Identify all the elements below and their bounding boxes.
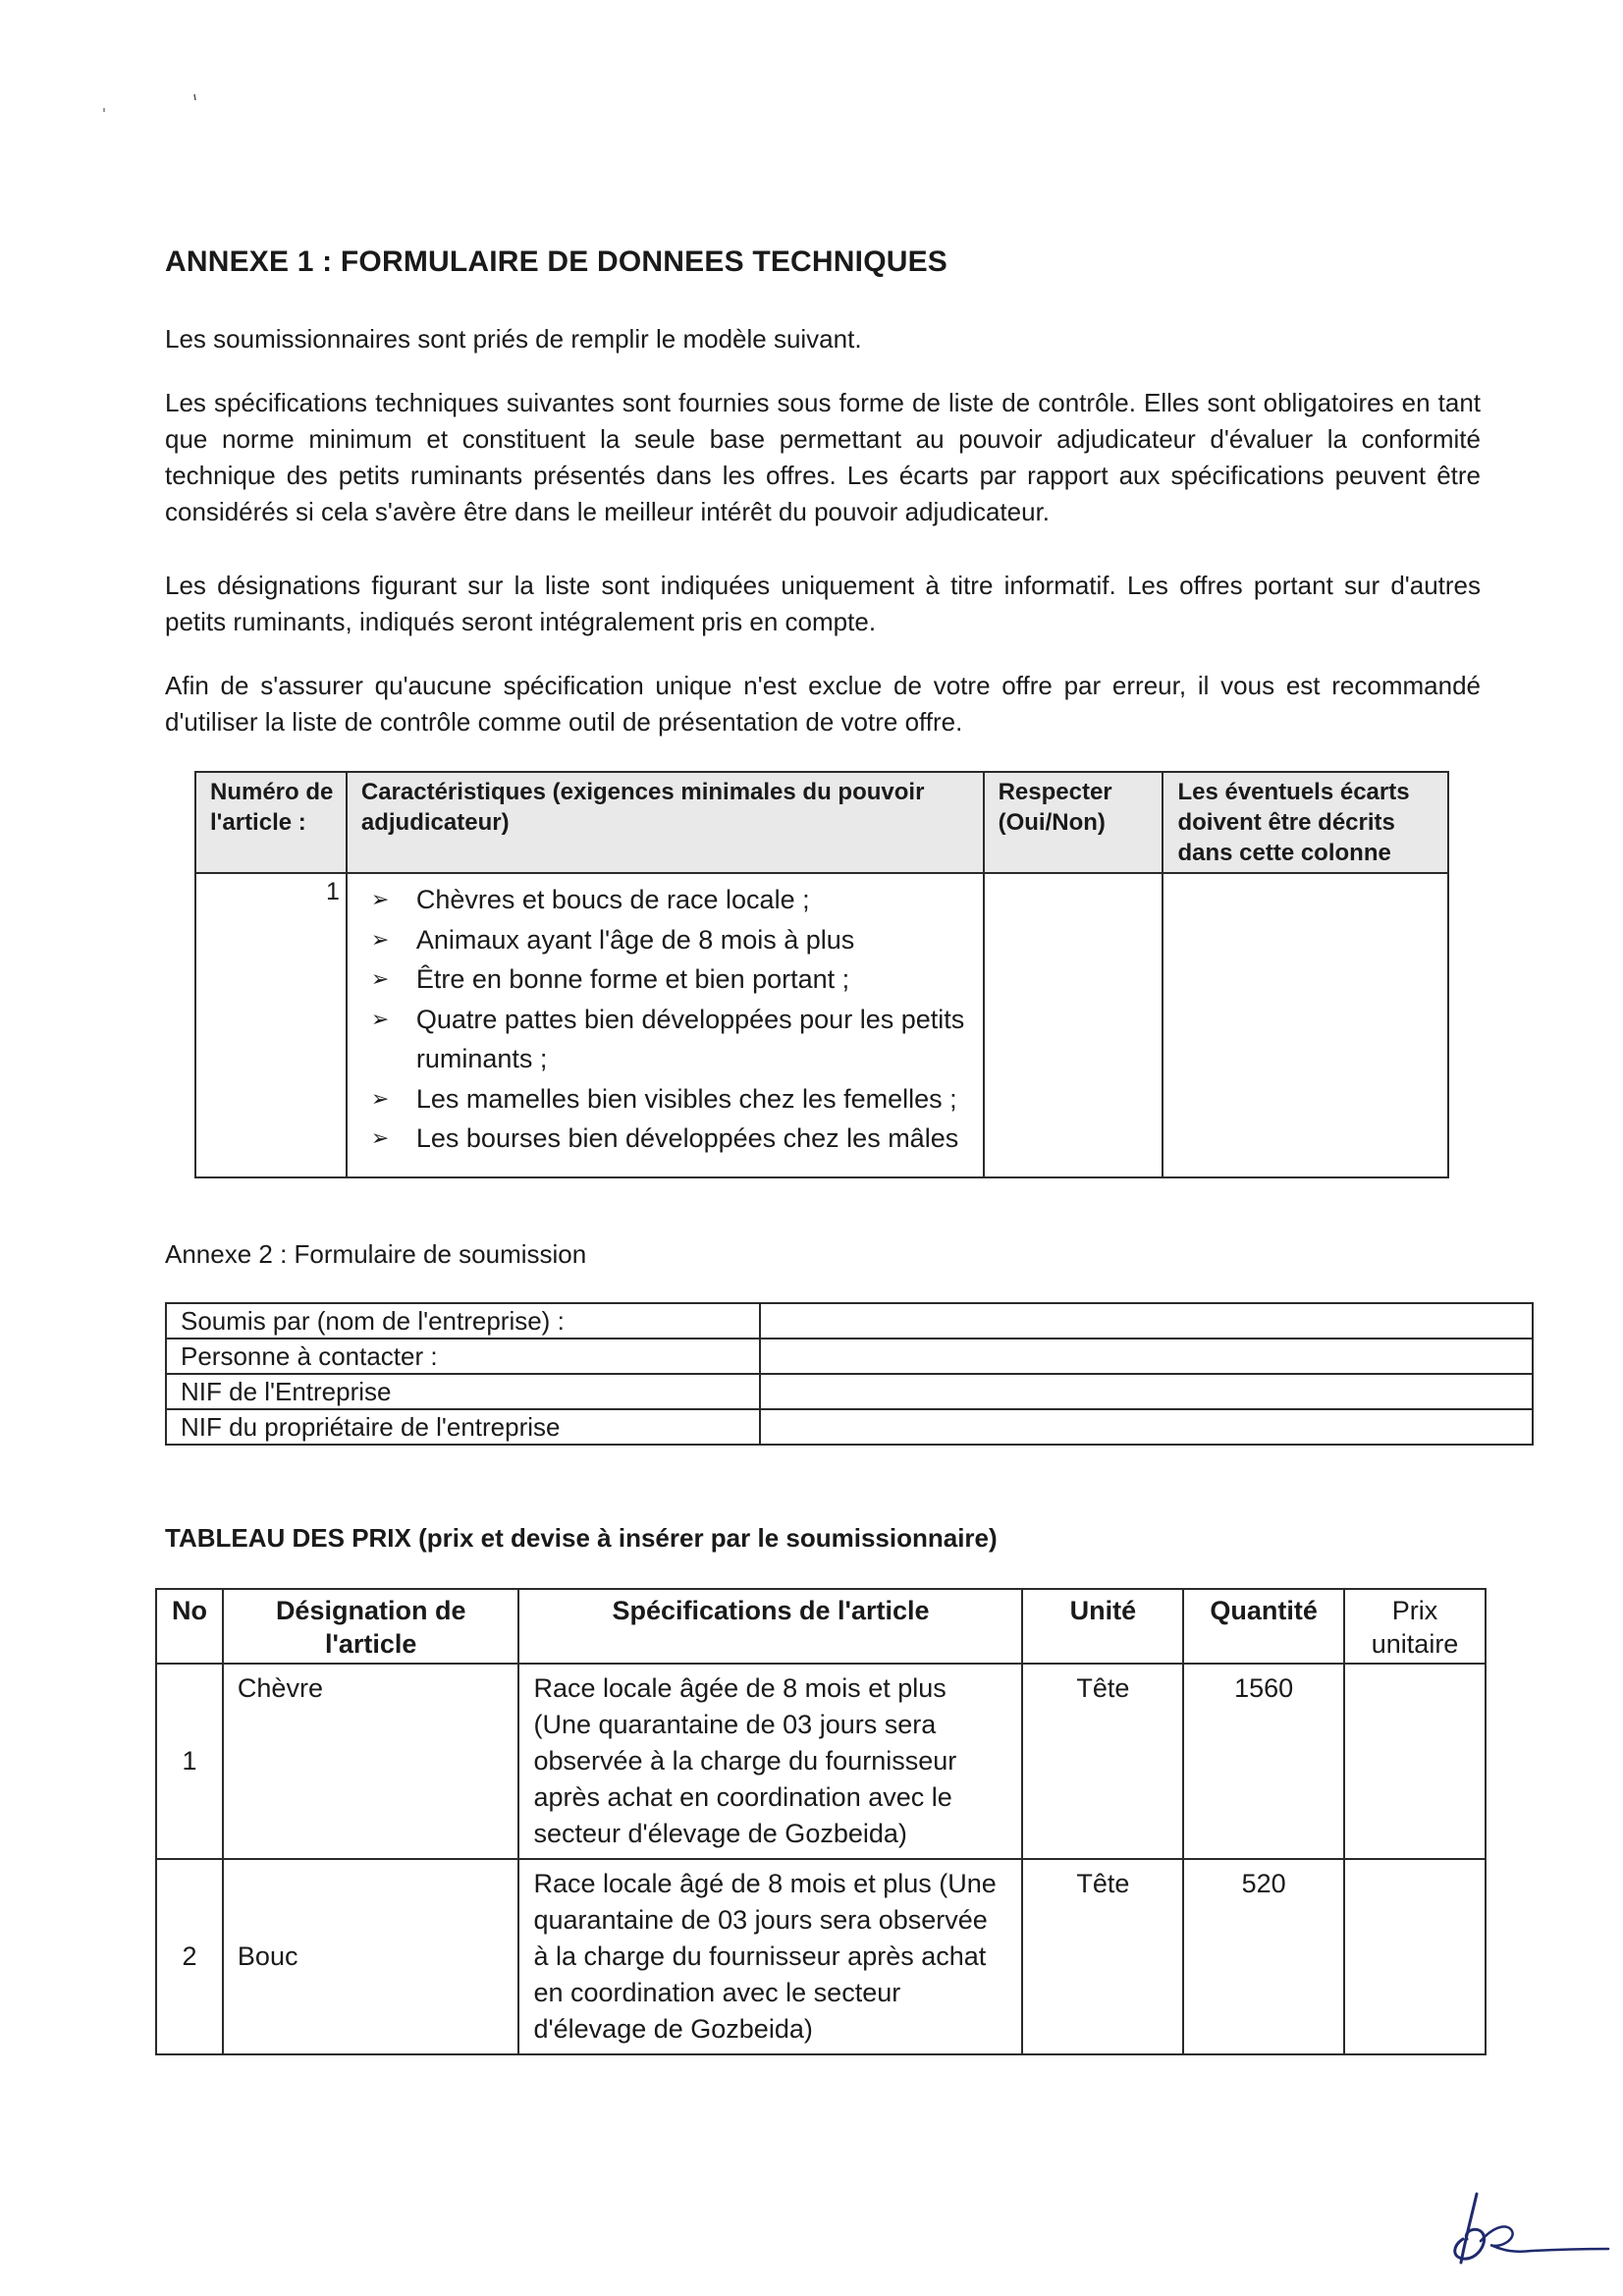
price-table-title: TABLEAU DES PRIX (prix et devise à insérer par le soumissionnaire) (165, 1523, 998, 1553)
list-item: ➢ Les mamelles bien visibles chez les femelles ; (416, 1079, 983, 1120)
form-row (166, 1409, 1533, 1445)
characteristics-list (348, 874, 983, 1176)
designations-paragraph: Les désignations figurant sur la liste sont indiquées uniquement à titre informatif. Les offres portant sur d'autres petits ruminants, indiqués seront intégralement pris en compte. (165, 571, 1481, 636)
annexe1-title: ANNEXE 1 : FORMULAIRE DE DONNEES TECHNIQUES (165, 246, 948, 278)
ecarts-cell[interactable] (1163, 873, 1448, 1177)
arrowhead-bullet-icon: ➢ (370, 926, 390, 952)
respecter-cell[interactable] (984, 873, 1163, 1177)
header-numero: Numéro de l'article : (195, 772, 347, 873)
row-quantite: 520 (1183, 1859, 1344, 2054)
row-unite: Tête (1022, 1859, 1183, 2054)
header-specifications: Spécifications de l'article (518, 1589, 1022, 1664)
intro-paragraph: Les soumissionnaires sont priés de remplir le modèle suivant. (165, 324, 862, 354)
form-value-nif-proprietaire[interactable] (760, 1409, 1533, 1445)
arrowhead-bullet-icon: ➢ (370, 1085, 390, 1111)
form-label-nif-entreprise: NIF de l'Entreprise (166, 1374, 760, 1409)
header-quantite: Quantité (1183, 1589, 1344, 1664)
form-row (166, 1303, 1533, 1339)
header-respecter: Respecter (Oui/Non) (984, 772, 1163, 873)
annexe2-title: Annexe 2 : Formulaire de soumission (165, 1239, 587, 1269)
row-specifications: Race locale âgé de 8 mois et plus (Une quarantaine de 03 jours sera observée à la charge du fournisseur après achat en coordination avec le secteur d'élevage de Gozbeida) (518, 1859, 1022, 2054)
list-item: ➢ Les bourses bien développées chez les mâles (416, 1119, 983, 1159)
list-item: ➢ Quatre pattes bien développées pour les petits ruminants ; (416, 1000, 983, 1079)
header-no: No (156, 1589, 223, 1664)
form-row (166, 1339, 1533, 1374)
table-row (156, 1664, 1486, 1859)
form-row (166, 1374, 1533, 1409)
form-value-soumis-par[interactable] (760, 1303, 1533, 1339)
handwritten-signature (1443, 2180, 1610, 2278)
price-table (155, 1588, 1487, 2055)
specs-paragraph: Les spécifications techniques suivantes sont fournies sous forme de liste de contrôle. Elles sont obligatoires en tant que norme minimum et constituent la seule base permettant au pouvoir adjudicateur d'évaluer la conformité technique des petits ruminants présentés dans les offres. Les écarts par rapport aux spécifications peuvent être considérés si cela s'avère être dans le meilleur intérêt du pouvoir adjudicateur. (165, 388, 1481, 526)
form-label-soumis-par: Soumis par (nom de l'entreprise) : (166, 1303, 760, 1339)
list-item: ➢ Être en bonne forme et bien portant ; (416, 959, 983, 1000)
row-no: 2 (156, 1859, 223, 2054)
form-value-nif-entreprise[interactable] (760, 1374, 1533, 1409)
list-item: ➢ Chèvres et boucs de race locale ; (416, 880, 983, 920)
form-label-nif-proprietaire: NIF du propriétaire de l'entreprise (166, 1409, 760, 1445)
row-prix-unitaire[interactable] (1344, 1664, 1486, 1859)
form-label-personne-contact: Personne à contacter : (166, 1339, 760, 1374)
tech-table-header-row (195, 772, 1448, 873)
arrowhead-bullet-icon: ➢ (370, 1125, 390, 1150)
row-prix-unitaire[interactable] (1344, 1859, 1486, 2054)
row-designation: Chèvre (223, 1664, 519, 1859)
arrowhead-bullet-icon: ➢ (370, 887, 390, 911)
row-unite: Tête (1022, 1664, 1183, 1859)
tech-table-row (195, 873, 1448, 1177)
row-no: 1 (156, 1664, 223, 1859)
characteristics-cell (347, 873, 984, 1177)
row-designation: Bouc (223, 1859, 519, 2054)
header-caracteristiques: Caractéristiques (exigences minimales du pouvoir adjudicateur) (347, 772, 984, 873)
arrowhead-bullet-icon: ➢ (370, 966, 390, 991)
arrowhead-bullet-icon: ➢ (370, 1006, 390, 1031)
scan-speck-marks (98, 90, 216, 120)
header-ecarts: Les éventuels écarts doivent être décrits dans cette colonne (1163, 772, 1448, 873)
table-row (156, 1859, 1486, 2054)
technical-data-table (194, 771, 1449, 1178)
submission-form-table (165, 1302, 1534, 1446)
row-quantite: 1560 (1183, 1664, 1344, 1859)
checklist-paragraph: Afin de s'assurer qu'aucune spécification unique n'est exclue de votre offre par erreur, il vous est recommandé d'utiliser la liste de contrôle comme outil de présentation de votre offre. (165, 671, 1481, 737)
header-unite: Unité (1022, 1589, 1183, 1664)
header-designation: Désignation de l'article (223, 1589, 519, 1664)
form-value-personne-contact[interactable] (760, 1339, 1533, 1374)
price-table-header-row (156, 1589, 1486, 1664)
article-number: 1 (195, 873, 347, 1177)
row-specifications: Race locale âgée de 8 mois et plus (Une quarantaine de 03 jours sera observée à la charge du fournisseur après achat en coordination avec le secteur d'élevage de Gozbeida) (518, 1664, 1022, 1859)
list-item: ➢ Animaux ayant l'âge de 8 mois à plus (416, 920, 983, 960)
header-prix-unitaire: Prix unitaire (1344, 1589, 1486, 1664)
